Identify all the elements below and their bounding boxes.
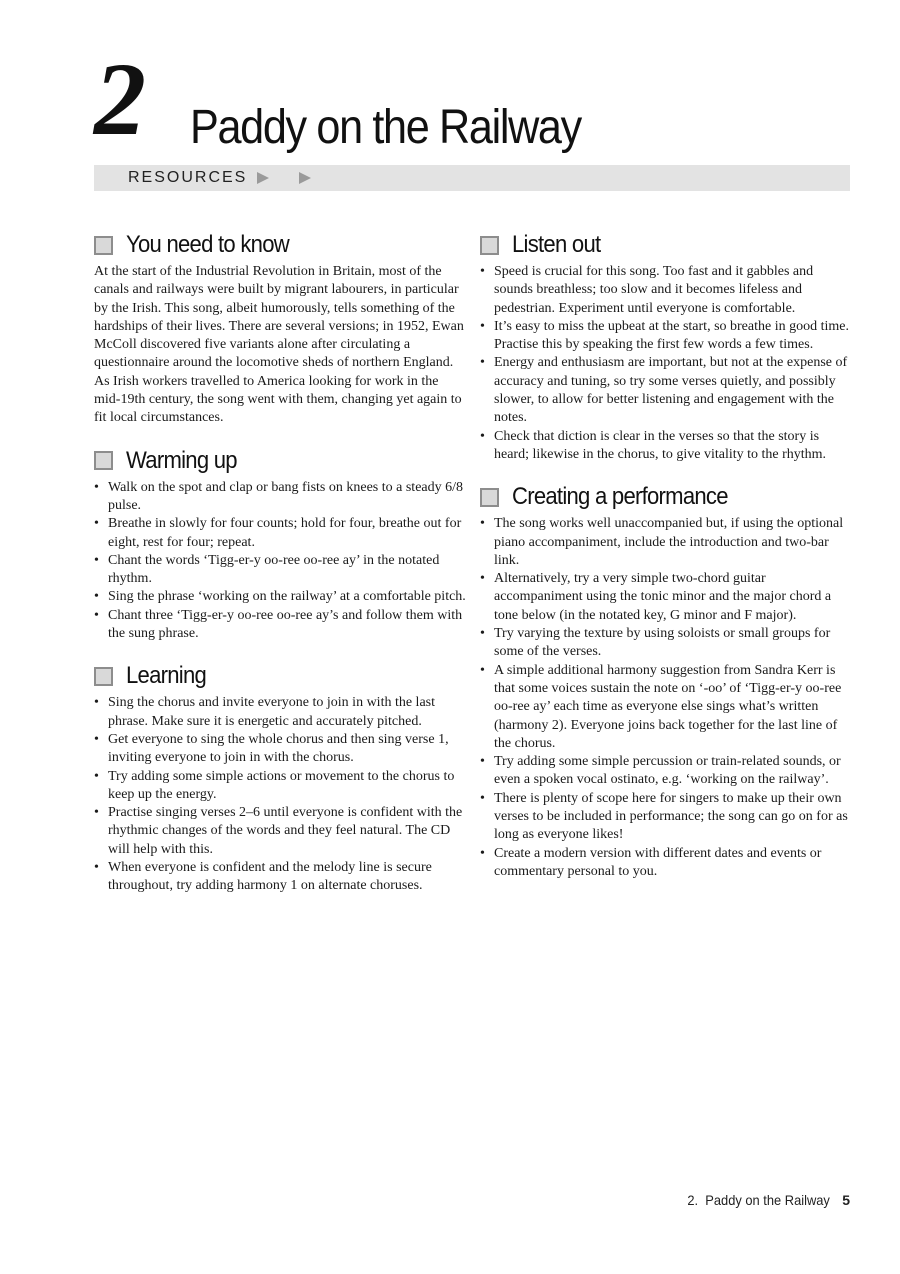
section-learning — [94, 661, 466, 895]
page-footer — [675, 1192, 850, 1208]
section-paragraph: At the start of the Industrial Revolution in Britain, most of the canals and railways were built by migrant labourers, in particular by the Irish. This song, albeit humorously, tells something of the hardships of their lives. There are several versions; in 1952, Ewan McColl discovered five variants alone after circulating a questionnaire around the locomotive sheds of northern England. As Irish workers travelled to America looking for work in the mid-19th century, the song went with them, changing yet again to fit local circumstances. — [94, 264, 464, 426]
resources-label: RESOURCES — [128, 169, 248, 186]
list-item: • Check that diction is clear in the verses so that the story is heard; likewise in the chorus, to give vitality to the rhythm. — [480, 428, 852, 465]
list-item: • Chant the words ‘Tigg-er-y oo-ree oo-ree ay’ in the notated rhythm. — [94, 552, 466, 589]
play-arrow-icon — [257, 172, 269, 184]
section-listen-out — [480, 230, 852, 464]
section-heading: You need to know — [94, 230, 466, 260]
list-item: • Walk on the spot and clap or bang fists on knees to a steady 6/8 pulse. — [94, 479, 466, 516]
section-heading: Warming up — [94, 446, 466, 476]
list-item: • When everyone is confident and the melody line is secure throughout, try adding harmony 1 on alternate choruses. — [94, 859, 466, 896]
list-item: • A simple additional harmony suggestion from Sandra Kerr is that some voices sustain the note on ‘-oo’ of ‘Tigg-er-y oo-ree oo-ree ay’ each time as everyone else sings what’s written (harmony 2). Everyone joins back together for the last line of the chorus. — [480, 662, 852, 753]
page-number: 5 — [842, 1192, 850, 1208]
bullet-list — [94, 694, 466, 895]
list-item: • There is plenty of scope here for singers to make up their own verses to be included in performance; the song can go on for as long as everyone likes! — [480, 790, 852, 845]
list-item: • Practise singing verses 2–6 until everyone is confident with the rhythmic changes of the words and they feel natural. The CD will help with this. — [94, 804, 466, 859]
list-item: • Chant three ‘Tigg-er-y oo-ree oo-ree ay’s and follow them with the sung phrase. — [94, 607, 466, 644]
section-creating-a-performance — [480, 482, 852, 881]
list-item: • Sing the chorus and invite everyone to join in with the last phrase. Make sure it is energetic and accurately pitched. — [94, 694, 466, 731]
chapter-number: 2 — [94, 42, 146, 157]
list-item: • Try adding some simple percussion or train-related sounds, or even a spoken vocal ostinato, e.g. ‘working on the railway’. — [480, 753, 852, 790]
list-item: • Breathe in slowly for four counts; hold for four, breathe out for eight, rest for four; repeat. — [94, 515, 466, 552]
square-bullet-icon — [480, 488, 499, 507]
bullet-list — [94, 479, 466, 644]
bullet-list — [480, 515, 852, 881]
list-item: • Create a modern version with different dates and events or commentary personal to you. — [480, 845, 852, 882]
list-item: • Try adding some simple actions or movement to the chorus to keep up the energy. — [94, 768, 466, 805]
square-bullet-icon — [94, 236, 113, 255]
left-column — [94, 230, 466, 914]
chapter-header — [94, 42, 854, 158]
resources-bar — [94, 165, 850, 191]
list-item: • Speed is crucial for this song. Too fast and it gabbles and sounds breathless; too slow and it becomes lifeless and pedestrian. Experiment until everyone is comfortable. — [480, 263, 852, 318]
section-heading: Creating a performance — [480, 482, 852, 512]
list-item: • Energy and enthusiasm are important, but not at the expense of accuracy and tuning, so try some verses quietly, and possibly slower, to allow for better listening and engagement with the notes. — [480, 354, 852, 427]
bullet-list — [480, 263, 852, 464]
square-bullet-icon — [480, 236, 499, 255]
square-bullet-icon — [94, 451, 113, 470]
section-warming-up — [94, 446, 466, 644]
right-column — [480, 230, 852, 899]
chapter-title: Paddy on the Railway — [190, 101, 581, 154]
list-item: • Sing the phrase ‘working on the railway’ at a comfortable pitch. — [94, 588, 466, 606]
list-item: • Try varying the texture by using soloists or small groups for some of the verses. — [480, 625, 852, 662]
section-you-need-to-know — [94, 230, 466, 428]
list-item: • Alternatively, try a very simple two-chord guitar accompaniment using the tonic minor and the major chord a tone below (in the notated key, G minor and F major). — [480, 570, 852, 625]
list-item: • Get everyone to sing the whole chorus and then sing verse 1, inviting everyone to join in with the chorus. — [94, 731, 466, 768]
play-arrow-icon — [299, 172, 311, 184]
square-bullet-icon — [94, 667, 113, 686]
footer-chapter-ref: 2. Paddy on the Railway — [687, 1192, 831, 1208]
section-heading: Listen out — [480, 230, 852, 260]
list-item: • The song works well unaccompanied but, if using the optional piano accompaniment, include the introduction and two-bar link. — [480, 515, 852, 570]
section-heading: Learning — [94, 661, 466, 691]
list-item: • It’s easy to miss the upbeat at the start, so breathe in good time. Practise this by speaking the first few words a few times. — [480, 318, 852, 355]
